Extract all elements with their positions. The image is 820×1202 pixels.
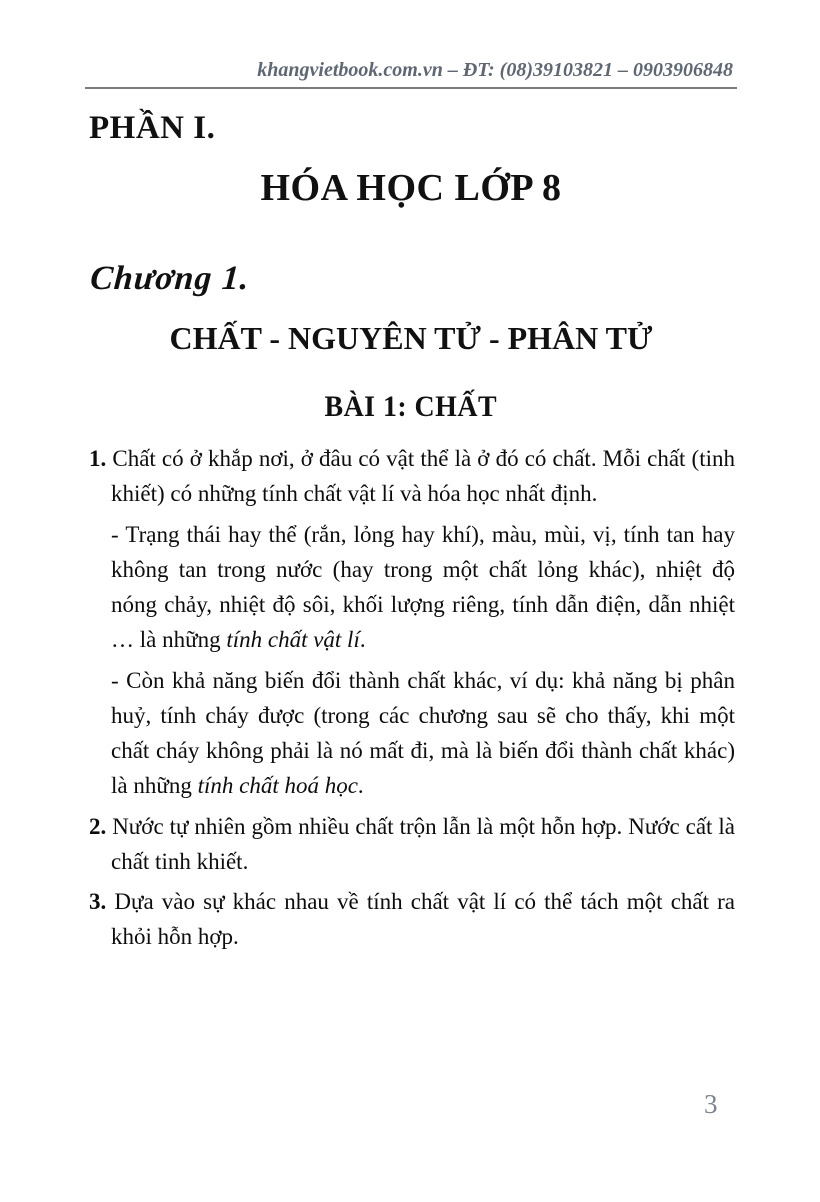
item-number: 1. xyxy=(89,446,107,471)
numbered-item-2 xyxy=(89,809,735,879)
item-text: Nước tự nhiên gồm nhiều chất trộn lẫn là một hỗn hợp. Nước cất là chất tinh khiết. xyxy=(106,814,735,874)
sub-text-end: . xyxy=(357,773,364,798)
page-number: 3 xyxy=(704,1089,718,1119)
lesson-body xyxy=(89,441,735,954)
item-number: 2. xyxy=(89,814,107,839)
sub-paragraph-chemical-properties xyxy=(89,663,735,803)
sub-text: - Trạng thái hay thể (rắn, lỏng hay khí), màu, mùi, vị, tính tan hay không tan trong nước (hay trong một chất lỏng khác), nhiệt độ nóng chảy, nhiệt độ sôi, khối lượng riêng, tính dẫn điện, dẫn nhiệt … là những xyxy=(111,522,735,652)
sub-text: - Còn khả năng biến đổi thành chất khác, ví dụ: khả năng bị phân huỷ, tính cháy được (trong các chương sau sẽ cho thấy, khi một chất cháy không phải là nó mất đi, mà là biến đổi thành chất khác) là những xyxy=(111,668,735,798)
item-number: 3. xyxy=(89,889,107,914)
sub-paragraph-physical-properties xyxy=(89,517,735,657)
item-text: Dựa vào sự khác nhau về tính chất vật lí có thể tách một chất ra khỏi hỗn hợp. xyxy=(106,889,735,949)
lesson-title xyxy=(85,390,737,424)
part-heading: PHẦN I. xyxy=(89,110,216,146)
header-rule xyxy=(85,87,737,89)
running-header: khangvietbook.com.vn – ĐT: (08)39103821 – 0903906848 xyxy=(257,59,733,81)
italic-term-physical: tính chất vật lí xyxy=(226,627,360,652)
italic-term-chemical: tính chất hoá học xyxy=(197,773,358,798)
sub-text-end: . xyxy=(359,627,366,652)
numbered-item-3 xyxy=(89,884,735,954)
item-text: Chất có ở khắp nơi, ở đâu có vật thể là ở đó có chất. Mỗi chất (tinh khiết) có những tính chất vật lí và hóa học nhất định. xyxy=(106,446,735,506)
chapter-title: CHẤT - NGUYÊN TỬ - PHÂN TỬ xyxy=(169,320,653,356)
chapter-number-script: Chương 1. xyxy=(89,260,251,297)
numbered-item-1 xyxy=(89,441,735,511)
lesson-title-text: BÀI 1: CHẤT xyxy=(324,390,498,423)
book-title: HÓA HỌC LỚP 8 xyxy=(260,167,562,209)
